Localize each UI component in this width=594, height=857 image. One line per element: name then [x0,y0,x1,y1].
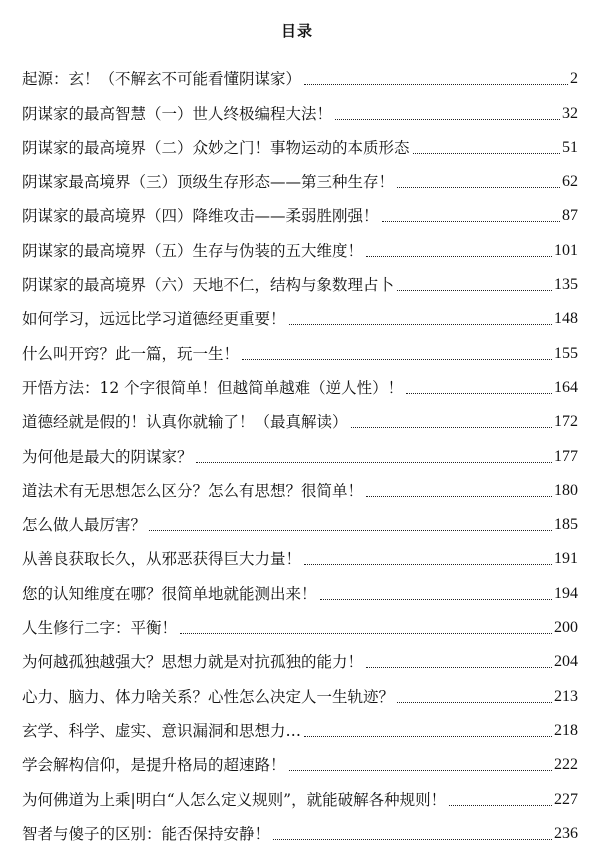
dot-leader [397,186,560,188]
toc-entry-title: 为何越孤独越强大？思想力就是对抗孤独的能力！ [22,653,364,672]
dot-leader [366,666,552,668]
toc-entry[interactable] [22,741,578,775]
toc-entry-title: 阴谋家的最高境界（四）降维攻击——柔弱胜刚强！ [22,207,379,226]
toc-entry[interactable] [22,192,578,226]
toc-entry[interactable] [22,364,578,398]
toc-entry[interactable] [22,295,578,329]
toc-entry-title: 为何佛道为上乘|明白“人怎么定义规则”，就能破解各种规则！ [22,790,447,809]
dot-leader [397,289,552,291]
dot-leader [289,769,552,771]
dot-leader [366,495,552,497]
toc-entry[interactable] [22,329,578,363]
dot-leader [180,632,552,634]
dot-leader [304,563,552,565]
toc-entry-page-number: 164 [554,378,578,396]
dot-leader [196,461,552,463]
toc-entry-title: 什么叫开窍？此一篇，玩一生！ [22,344,240,363]
toc-list [22,55,578,844]
toc-entry-page-number: 227 [554,790,578,808]
toc-entry-page-number: 87 [562,207,578,225]
toc-entry[interactable] [22,535,578,569]
toc-entry-page-number: 155 [554,344,578,362]
toc-entry-title: 阴谋家最高境界（三）顶级生存形态——第三种生存！ [22,173,395,192]
toc-entry-title: 智者与傻子的区别：能否保持安静！ [22,824,271,843]
toc-entry[interactable] [22,398,578,432]
toc-entry[interactable] [22,55,578,89]
toc-entry[interactable] [22,226,578,260]
toc-entry-title: 玄学、科学、虚实、意识漏洞和思想力… [22,721,302,740]
dot-leader [449,804,552,806]
dot-leader [320,598,552,600]
toc-entry-page-number: 51 [562,138,578,156]
toc-entry[interactable] [22,501,578,535]
toc-entry-page-number: 2 [570,70,578,88]
toc-entry-page-number: 191 [554,550,578,568]
dot-leader [289,323,552,325]
toc-entry[interactable] [22,467,578,501]
dot-leader [397,701,552,703]
toc-entry[interactable] [22,707,578,741]
toc-entry-page-number: 172 [554,413,578,431]
toc-entry-title: 道法术有无思想怎么区分？怎么有思想？很简单！ [22,481,364,500]
dot-leader [382,220,560,222]
toc-entry-title: 起源：玄！（不解玄不可能看懂阴谋家） [22,70,302,89]
toc-entry[interactable] [22,432,578,466]
toc-entry-page-number: 200 [554,619,578,637]
toc-entry-page-number: 185 [554,516,578,534]
toc-entry-title: 心力、脑力、体力啥关系？心性怎么决定人一生轨迹？ [22,687,395,706]
toc-entry-title: 阴谋家的最高智慧（一）世人终极编程大法！ [22,104,333,123]
dot-leader [149,529,552,531]
toc-entry-title: 从善良获取长久，从邪恶获得巨大力量！ [22,550,302,569]
toc-entry-title: 您的认知维度在哪？很简单地就能测出来！ [22,584,317,603]
dot-leader [335,118,560,120]
dot-leader [304,735,552,737]
toc-entry[interactable] [22,569,578,603]
toc-entry-title: 为何他是最大的阴谋家？ [22,447,193,466]
toc-entry-title: 阴谋家的最高境界（二）众妙之门！事物运动的本质形态 [22,138,410,157]
toc-entry-page-number: 204 [554,653,578,671]
toc-entry-title: 开悟方法：12 个字很简单！但越简单越难（逆人性）！ [22,378,404,397]
dot-leader [351,426,552,428]
toc-entry-title: 怎么做人最厉害？ [22,516,147,535]
toc-entry-title: 人生修行二字：平衡！ [22,619,178,638]
toc-entry-page-number: 62 [562,173,578,191]
dot-leader [413,152,560,154]
dot-leader [242,358,552,360]
toc-entry[interactable] [22,89,578,123]
toc-entry-page-number: 213 [554,687,578,705]
toc-entry-page-number: 236 [554,824,578,842]
toc-entry-page-number: 135 [554,276,578,294]
toc-entry-page-number: 148 [554,310,578,328]
toc-title: 目录 [280,22,313,40]
toc-entry-page-number: 222 [554,756,578,774]
toc-entry[interactable] [22,638,578,672]
toc-entry[interactable] [22,672,578,706]
toc-entry-title: 如何学习，远远比学习道德经更重要！ [22,310,286,329]
toc-entry-title: 阴谋家的最高境界（五）生存与伪装的五大维度！ [22,241,364,260]
toc-entry-page-number: 194 [554,584,578,602]
toc-entry-title: 阴谋家的最高境界（六）天地不仁，结构与象数理占卜 [22,276,395,295]
toc-entry[interactable] [22,158,578,192]
toc-entry-title: 学会解构信仰，是提升格局的超速路！ [22,756,286,775]
toc-entry-page-number: 177 [554,447,578,465]
toc-entry-page-number: 180 [554,481,578,499]
toc-entry[interactable] [22,810,578,844]
toc-entry[interactable] [22,124,578,158]
toc-entry[interactable] [22,604,578,638]
dot-leader [304,83,568,85]
toc-entry[interactable] [22,775,578,809]
toc-entry[interactable] [22,261,578,295]
dot-leader [366,255,552,257]
toc-entry-page-number: 32 [562,104,578,122]
toc-entry-page-number: 218 [554,721,578,739]
dot-leader [406,392,552,394]
toc-entry-title: 道德经就是假的！认真你就输了！（最真解读） [22,413,348,432]
dot-leader [273,838,552,840]
toc-entry-page-number: 101 [554,241,578,259]
